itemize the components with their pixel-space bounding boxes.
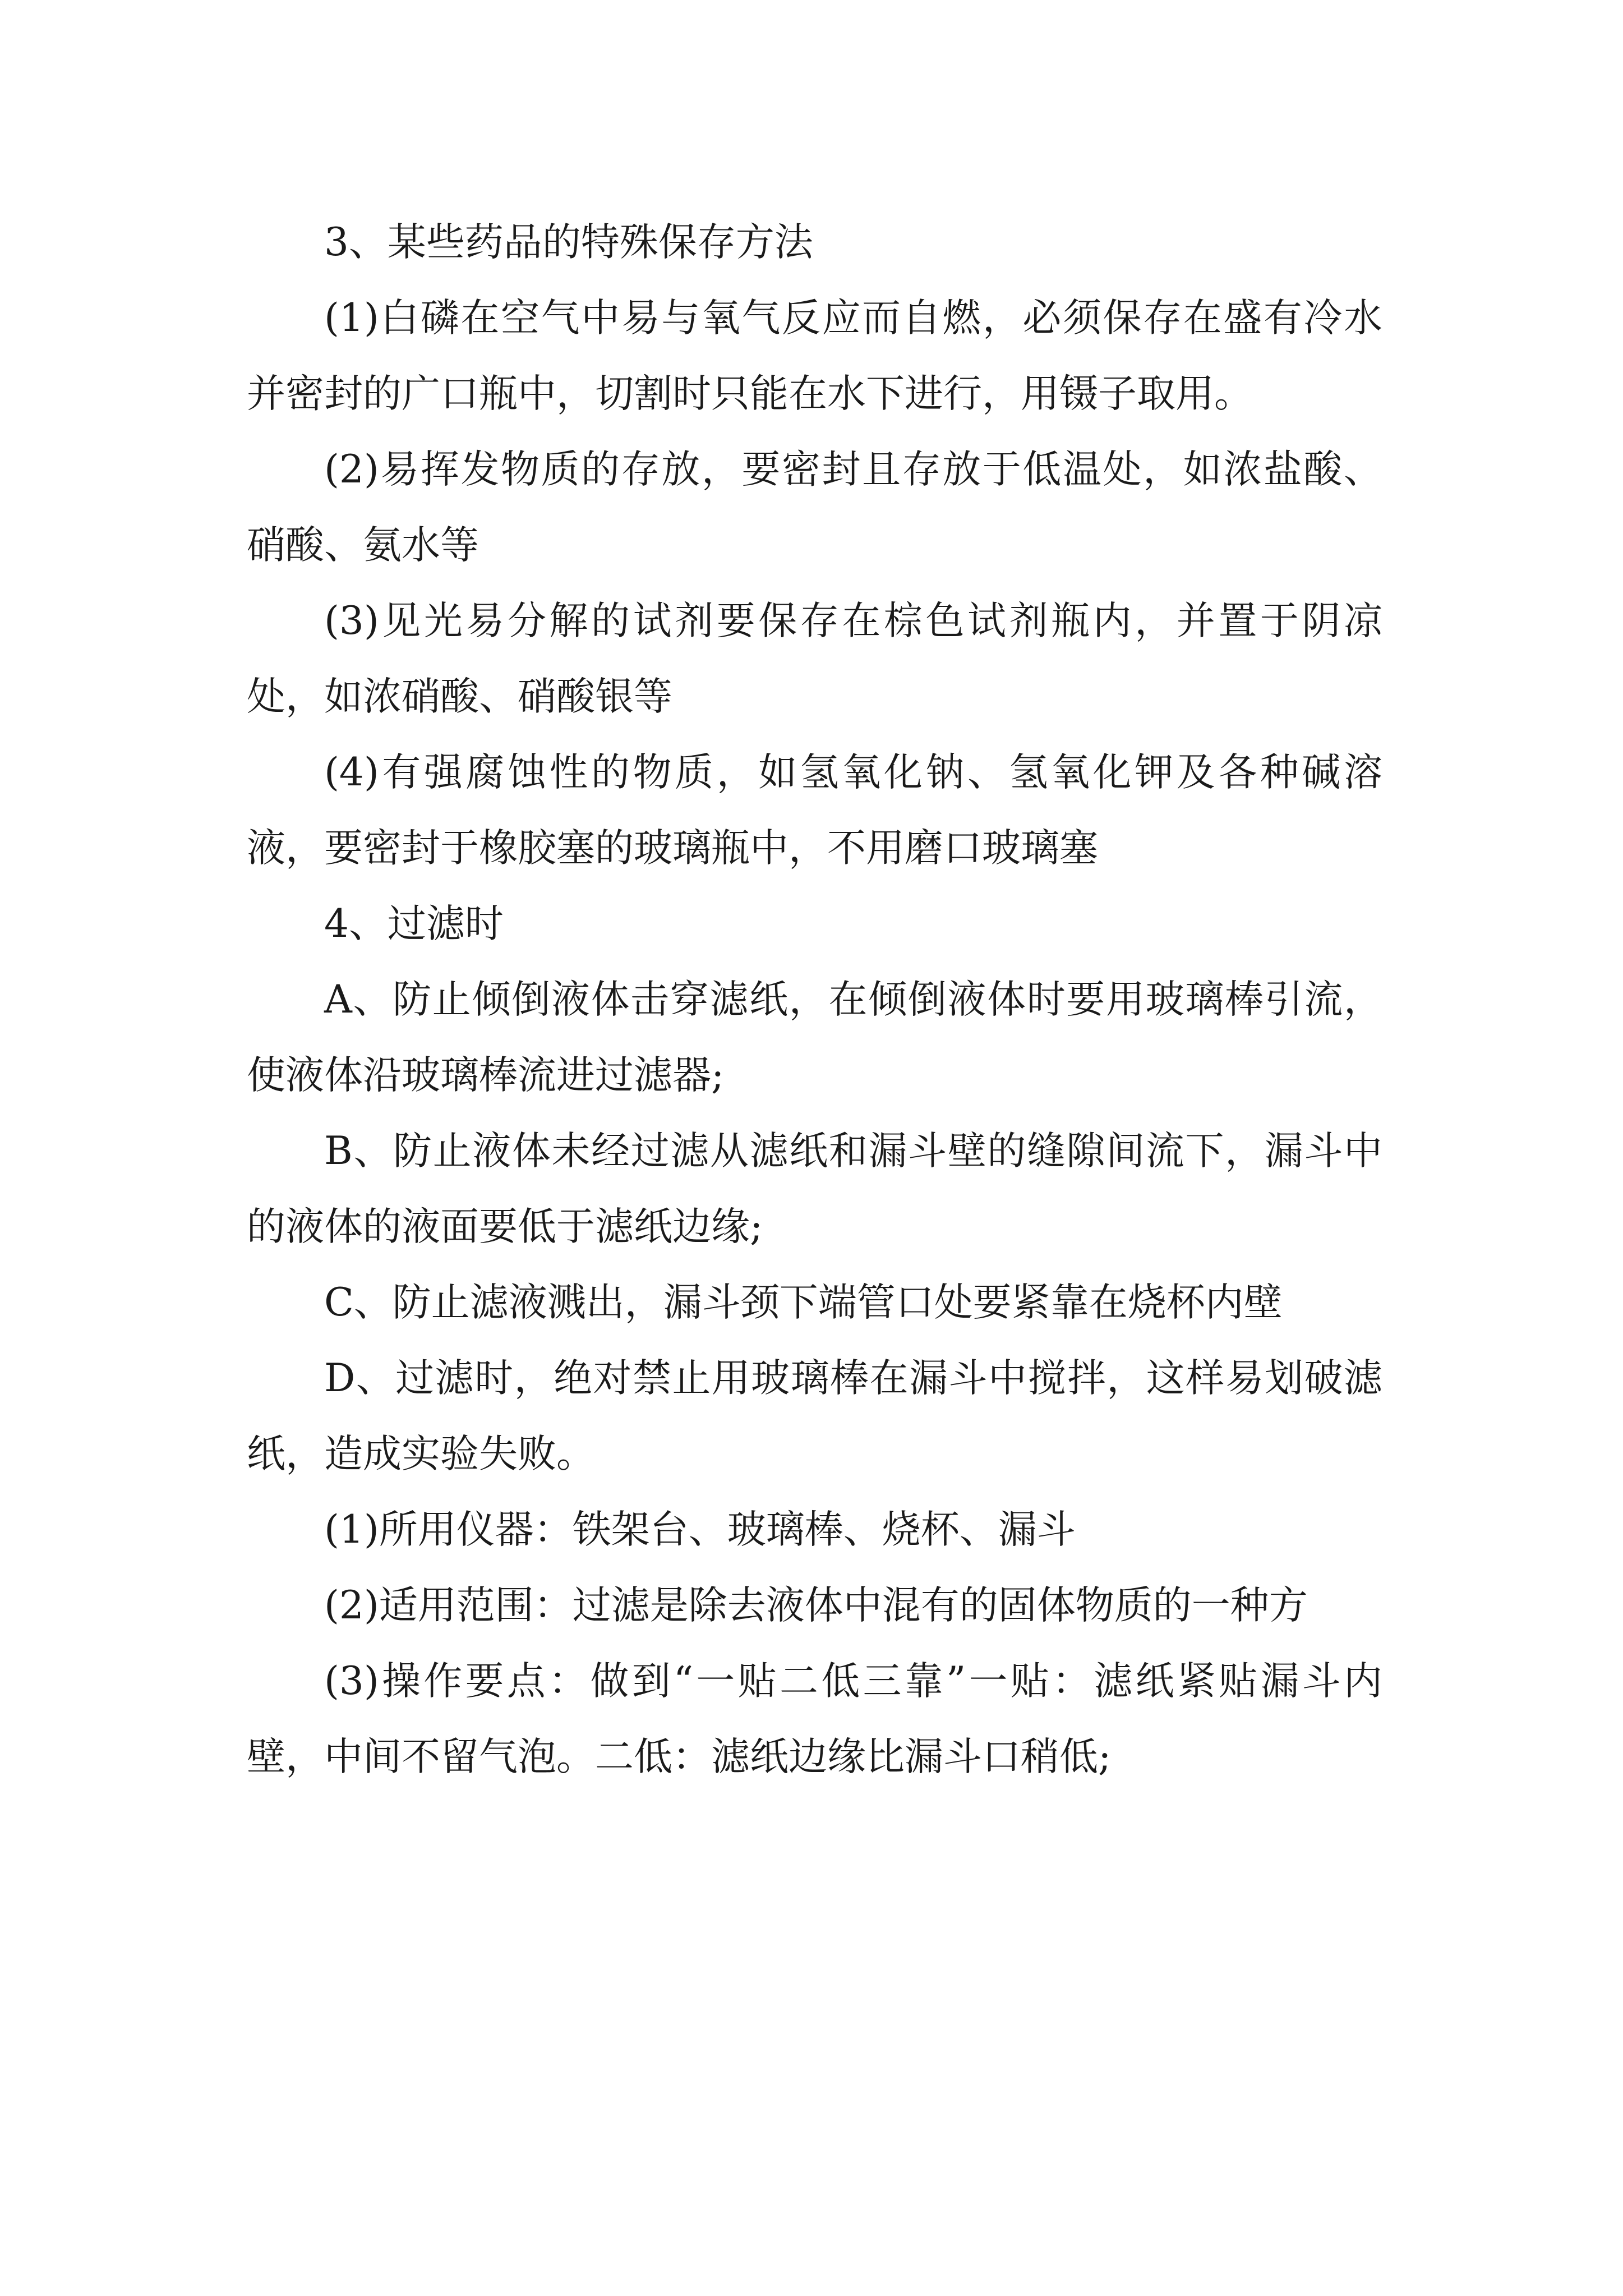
paragraph-filtration-d: D、过滤时，绝对禁止用玻璃棒在漏斗中搅拌，这样易划破滤纸，造成实验失败。 <box>247 1356 1382 1476</box>
document-body <box>247 205 1382 1795</box>
paragraph-instruments: (1)所用仪器：铁架台、玻璃棒、烧杯、漏斗 <box>324 1507 1076 1552</box>
paragraph-filtration-a: A、防止倾倒液体击穿滤纸，在倾倒液体时要用玻璃棒引流，使液体沿玻璃棒流进过滤器; <box>247 977 1382 1098</box>
paragraph-filtration-b: B、防止液体未经过滤从滤纸和漏斗壁的缝隙间流下，漏斗中的液体的液面要低于滤纸边缘; <box>247 1129 1382 1249</box>
paragraph-filtration-c: C、防止滤液溅出，漏斗颈下端管口处要紧靠在烧杯内壁 <box>324 1280 1283 1325</box>
heading-filtration: 4、过滤时 <box>324 901 504 946</box>
paragraph-scope: (2)适用范围：过滤是除去液体中混有的固体物质的一种方 <box>324 1583 1308 1628</box>
paragraph-white-phosphorus: (1)白磷在空气中易与氧气反应而自燃，必须保存在盛有冷水并密封的广口瓶中，切割时只能在水下进行，用镊子取用。 <box>247 296 1382 416</box>
paragraph-corrosive: (4)有强腐蚀性的物质，如氢氧化钠、氢氧化钾及各种碱溶液，要密封于橡胶塞的玻璃瓶中，不用磨口玻璃塞 <box>247 750 1382 871</box>
paragraph-key-points: (3)操作要点：做到“一贴二低三靠”一贴：滤纸紧贴漏斗内壁，中间不留气泡。二低：滤纸边缘比漏斗口稍低; <box>247 1659 1382 1779</box>
paragraph-volatile-substances: (2)易挥发物质的存放，要密封且存放于低温处，如浓盐酸、硝酸、氨水等 <box>247 447 1382 568</box>
paragraph-light-sensitive: (3)见光易分解的试剂要保存在棕色试剂瓶内，并置于阴凉处，如浓硝酸、硝酸银等 <box>247 599 1382 719</box>
heading-storage-methods: 3、某些药品的特殊保存方法 <box>324 220 813 265</box>
